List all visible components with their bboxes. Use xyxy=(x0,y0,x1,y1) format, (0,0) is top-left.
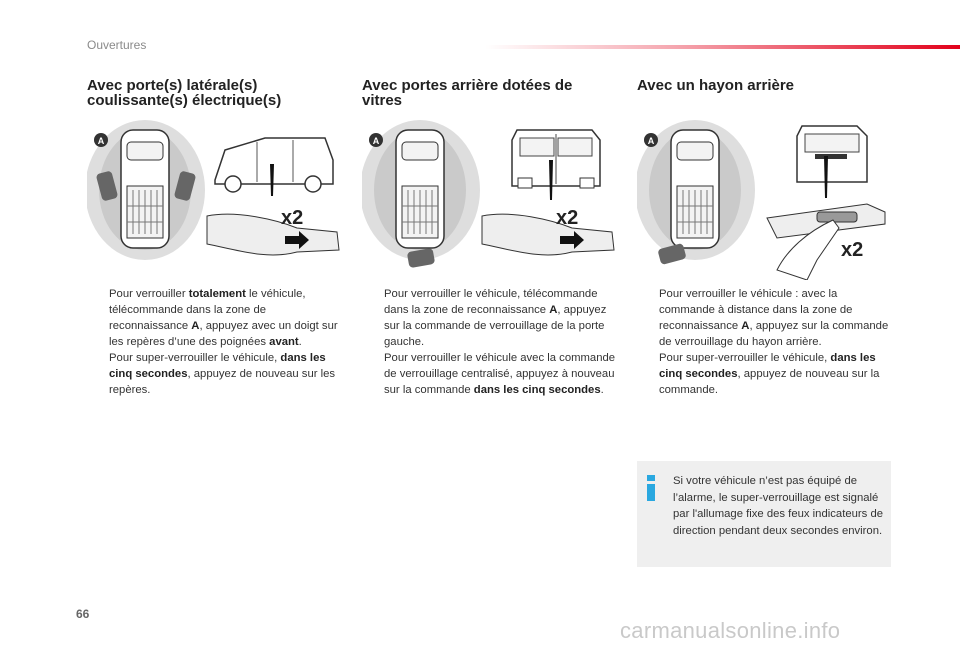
illustration-sliding-doors xyxy=(87,120,345,280)
illustration-tailgate xyxy=(637,120,895,280)
pointer-icon xyxy=(549,160,553,200)
list-item-text: , appuyez avec un doigt sur les repères d’une des poignées xyxy=(109,320,338,348)
column-2 xyxy=(362,78,614,116)
list-item-text: Pour verrouiller le véhicule : avec la commande à distance dans la zone de reconnaissance xyxy=(659,288,853,332)
column-3-title: Avec un hayon arrière xyxy=(637,77,795,94)
list-item-text: , appuyez sur la commande de verrouillage de la porte gauche. xyxy=(384,304,607,348)
instructions-column-2 xyxy=(362,286,618,398)
list-item-text: Pour verrouiller xyxy=(109,288,189,300)
press-twice-label: x2 xyxy=(281,207,304,229)
list-item-text: . xyxy=(600,384,604,396)
list-item-text: . xyxy=(298,336,302,348)
list-item-text: Pour super-verrouiller le véhicule, xyxy=(659,352,831,364)
list-item-text: le véhicule, télécommande dans la zone de reconnaissance xyxy=(109,288,306,332)
emphasis-text: dans les cinq secondes xyxy=(659,352,876,380)
zone-badge-label: A xyxy=(372,136,380,146)
column-1 xyxy=(87,78,339,116)
instructions-column-3 xyxy=(637,286,893,398)
emphasis-text: A xyxy=(191,320,200,332)
zone-badge-label: A xyxy=(97,136,105,146)
header-accent-line xyxy=(485,45,960,49)
instructions-column-1 xyxy=(87,286,343,398)
illustration-rear-doors xyxy=(362,120,620,280)
list-item xyxy=(637,286,893,350)
pointer-icon xyxy=(824,156,828,198)
info-icon xyxy=(645,475,657,501)
column-3 xyxy=(637,78,889,116)
list-item-text: , appuyez de nouveau sur la commande. xyxy=(659,368,880,396)
press-twice-label: x2 xyxy=(841,239,864,261)
watermark: carmanualsonline.info xyxy=(620,618,841,643)
list-item xyxy=(637,350,893,398)
emphasis-text: totalement xyxy=(188,288,246,300)
emphasis-text: A xyxy=(741,320,750,332)
emphasis-text: dans les cinq secondes xyxy=(109,352,326,380)
column-1-title: Avec porte(s) latérale(s) coulissante(s) électrique(s) xyxy=(87,77,282,109)
list-item xyxy=(362,286,618,350)
list-item-text: Pour verrouiller le véhicule, télécommande dans la zone de reconnaissance xyxy=(384,288,598,316)
list-item-text: , appuyez de nouveau sur les repères. xyxy=(109,368,336,396)
emphasis-text: dans les cinq secondes xyxy=(473,384,601,396)
list-item xyxy=(87,286,343,350)
page-number: 66 xyxy=(76,607,90,621)
list-item xyxy=(362,350,618,398)
list-item-text: Pour super-verrouiller le véhicule, xyxy=(109,352,281,364)
section-title: Ouvertures xyxy=(87,38,147,52)
info-text: Si votre véhicule n’est pas équipé de l’alarme, le super-verrouillage est signalé par l'allumage fixe des feux indicateurs de direction pendant deux secondes environ. xyxy=(673,475,884,537)
emphasis-text: A xyxy=(549,304,558,316)
press-twice-label: x2 xyxy=(556,207,579,229)
info-box xyxy=(637,461,891,567)
emphasis-text: avant xyxy=(269,336,299,348)
column-2-title: Avec portes arrière dotées de vitres xyxy=(362,77,573,109)
list-item-text: Pour verrouiller le véhicule avec la commande de verrouillage centralisé, appuyez à nouveau sur la commande xyxy=(384,352,616,396)
list-item xyxy=(87,350,343,398)
list-item-text: , appuyez sur la commande de verrouillage du hayon arrière. xyxy=(659,320,889,348)
zone-badge-label: A xyxy=(647,136,655,146)
